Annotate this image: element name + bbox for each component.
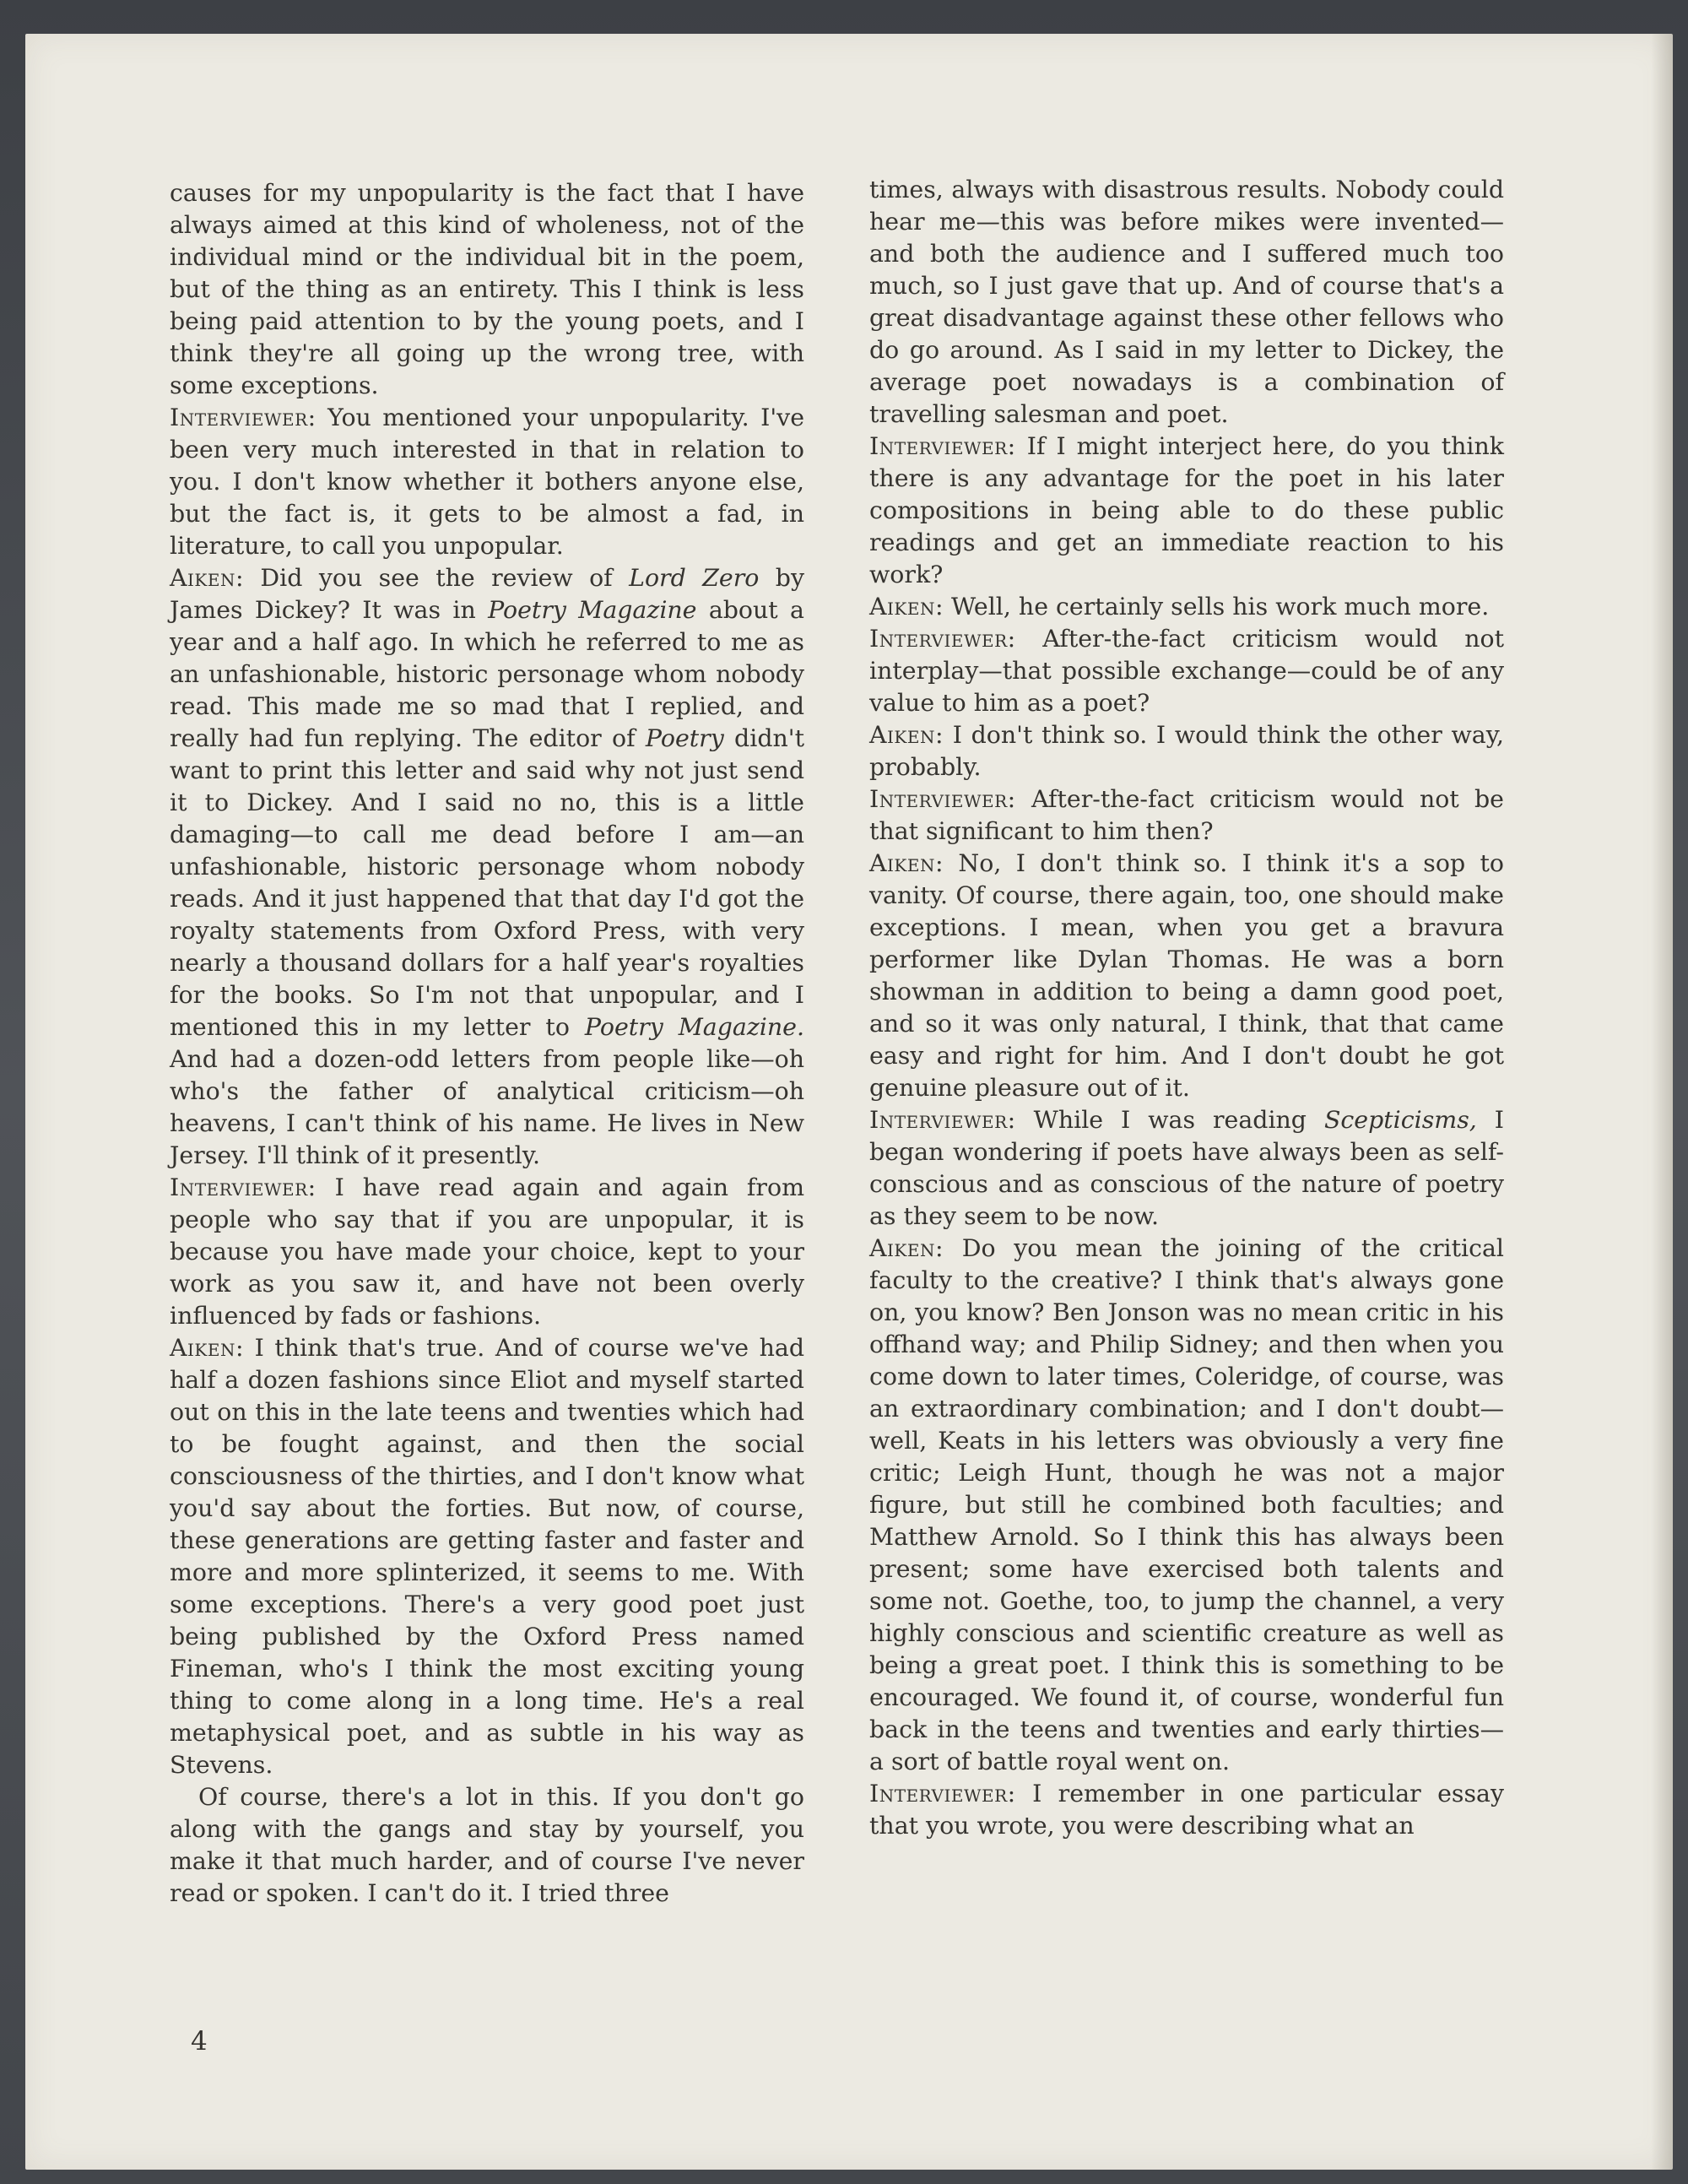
paragraph	[869, 174, 1504, 431]
italic-title: Lord Zero	[629, 564, 760, 592]
paragraph	[869, 1778, 1504, 1842]
italic-title: Poetry Magazine	[488, 596, 697, 624]
text-run: If I might interject here, do you think there is any advantage for the poet in his later compositions in being able to do these public readings and get an immediate reaction to his work?	[869, 432, 1504, 588]
paragraph	[170, 1172, 804, 1332]
italic-title: Scepticisms,	[1323, 1106, 1477, 1134]
italic-title: Poetry	[645, 724, 724, 752]
text-run: times, always with disastrous results. Nobody could hear me—this was before mikes were invented—and both the audience and I suffered much too much, so I just gave that up. And of course that's a great disadvantage against these other fellows who do go around. As I said in my letter to Dickey, the average poet nowadays is a combination of travelling salesman and poet.	[869, 176, 1504, 428]
paragraph	[869, 848, 1504, 1104]
text-run: I have read again and again from people who say that if you are unpopular, it is because you have made your choice, kept to your work as you saw it, and have not been overly influenced by fads or fashions.	[170, 1173, 804, 1330]
right-text-column	[869, 174, 1504, 1842]
paragraph	[869, 431, 1504, 591]
text-run: I remember in one particular essay that you wrote, you were describing what an	[869, 1780, 1504, 1840]
page-number: 4	[191, 2026, 208, 2057]
paragraph	[170, 562, 804, 1172]
speaker-label: Interviewer:	[869, 625, 1016, 653]
left-text-column	[170, 177, 804, 1910]
speaker-label: Interviewer:	[869, 432, 1016, 460]
speaker-label: Aiken:	[170, 1334, 245, 1362]
paragraph	[170, 1781, 804, 1910]
paragraph	[170, 1332, 804, 1781]
speaker-label: Aiken:	[869, 849, 944, 877]
speaker-label: Aiken:	[170, 564, 245, 592]
text-run: You mentioned your unpopularity. I've been very much interested in that in relation to you. I don't know whether it bothers anyone else, but the fact is, it gets to be almost a fad, in literature, to call you unpopular.	[170, 404, 804, 560]
speaker-label: Aiken:	[869, 593, 944, 621]
text-run: Do you mean the joining of the critical faculty to the creative? I think that's always gone on, you know? Ben Jonson was no mean critic in his offhand way; and Philip Sidney; and then when you come down to later times, Coleridge, of course, was an extraordinary combination; and I don't doubt—well, Keats in his letters was obviously a very fine critic; Leigh Hunt, though he was not a major figure, but still he combined both faculties; and Matthew Arnold. So I think this has always been present; some have exercised both talents and some not. Goethe, too, to jump the channel, a very highly conscious and scientific creature as well as being a great poet. I think this is something to be encouraged. We found it, of course, wonderful fun back in the teens and twenties and early thirties— a sort of battle royal went on.	[869, 1234, 1504, 1775]
text-run: about a year and a half ago. In which he referred to me as an unfashionable, historic personage whom nobody read. This made me so mad that I replied, and really had fun replying. The editor of	[170, 596, 804, 752]
text-run: by James Dickey? It was in	[170, 564, 804, 624]
paragraph	[170, 402, 804, 562]
paragraph	[170, 177, 804, 402]
paragraph	[869, 623, 1504, 719]
text-run: I don't think so. I would think the other way, probably.	[869, 721, 1504, 781]
text-run: Did you see the review of	[244, 564, 630, 592]
text-run: No, I don't think so. I think it's a sop to vanity. Of course, there again, too, one should make exceptions. I mean, when you get a bravura performer like Dylan Thomas. He was a born showman in addition to being a damn good poet, and so it was only natural, I think, that that came easy and right for him. And I don't doubt he got genuine pleasure out of it.	[869, 849, 1504, 1102]
text-run: After-the-fact criticism would not be that significant to him then?	[869, 785, 1504, 845]
paragraph	[869, 783, 1504, 848]
speaker-label: Interviewer:	[869, 1780, 1016, 1807]
speaker-label: Aiken:	[869, 721, 944, 749]
speaker-label: Interviewer:	[869, 785, 1016, 813]
italic-title: Poetry Magazine.	[584, 1013, 804, 1041]
speaker-label: Aiken:	[869, 1234, 944, 1262]
paragraph	[869, 591, 1504, 623]
text-run: While I was reading	[1015, 1106, 1324, 1134]
speaker-label: Interviewer:	[869, 1106, 1016, 1134]
paragraph	[869, 1233, 1504, 1778]
paragraph	[869, 1104, 1504, 1233]
text-run: causes for my unpopularity is the fact that I have always aimed at this kind of wholeness, not of the individual mind or the individual bit in the poem, but of the thing as an entirety. This I think is less being paid attention to by the young poets, and I think they're all going up the wrong tree, with some exceptions.	[170, 179, 804, 399]
text-run: I think that's true. And of course we've had half a dozen fashions since Eliot and myself started out on this in the late teens and twenties which had to be fought against, and then the social consciousness of the thirties, and I don't know what you'd say about the forties. But now, of course, these generations are getting faster and faster and more and more splinterized, it seems to me. With some exceptions. There's a very good poet just being published by the Oxford Press named Fineman, who's I think the most exciting young thing to come along in a long time. He's a real metaphysical poet, and as subtle in his way as Stevens.	[170, 1334, 804, 1779]
text-run: didn't want to print this letter and said why not just send it to Dickey. And I said no no, this is a little damaging—to call me dead before I am—an unfashionable, historic personage whom nobody reads. And it just happened that that day I'd got the royalty statements from Oxford Press, with very nearly a thousand dollars for a half year's royalties for the books. So I'm not that unpopular, and I mentioned this in my letter to	[170, 724, 804, 1041]
text-run: And had a dozen-odd letters from people like—oh who's the father of analytical criticism—oh heavens, I can't think of his name. He lives in New Jersey. I'll think of it presently.	[170, 1045, 804, 1169]
text-run: Well, he certainly sells his work much more.	[944, 593, 1490, 621]
paragraph	[869, 719, 1504, 783]
text-run: I began wondering if poets have always been as self-conscious and as conscious of the nature of poetry as they seem to be now.	[869, 1106, 1504, 1230]
text-run: Of course, there's a lot in this. If you don't go along with the gangs and stay by yourself, you make it that much harder, and of course I've never read or spoken. I can't do it. I tried three	[170, 1783, 804, 1907]
text-run: After-the-fact criticism would not interplay—that possible exchange—could be of any value to him as a poet?	[869, 625, 1504, 717]
speaker-label: Interviewer:	[170, 404, 316, 431]
speaker-label: Interviewer:	[170, 1173, 316, 1201]
page-edge-shadow	[1651, 34, 1673, 2170]
